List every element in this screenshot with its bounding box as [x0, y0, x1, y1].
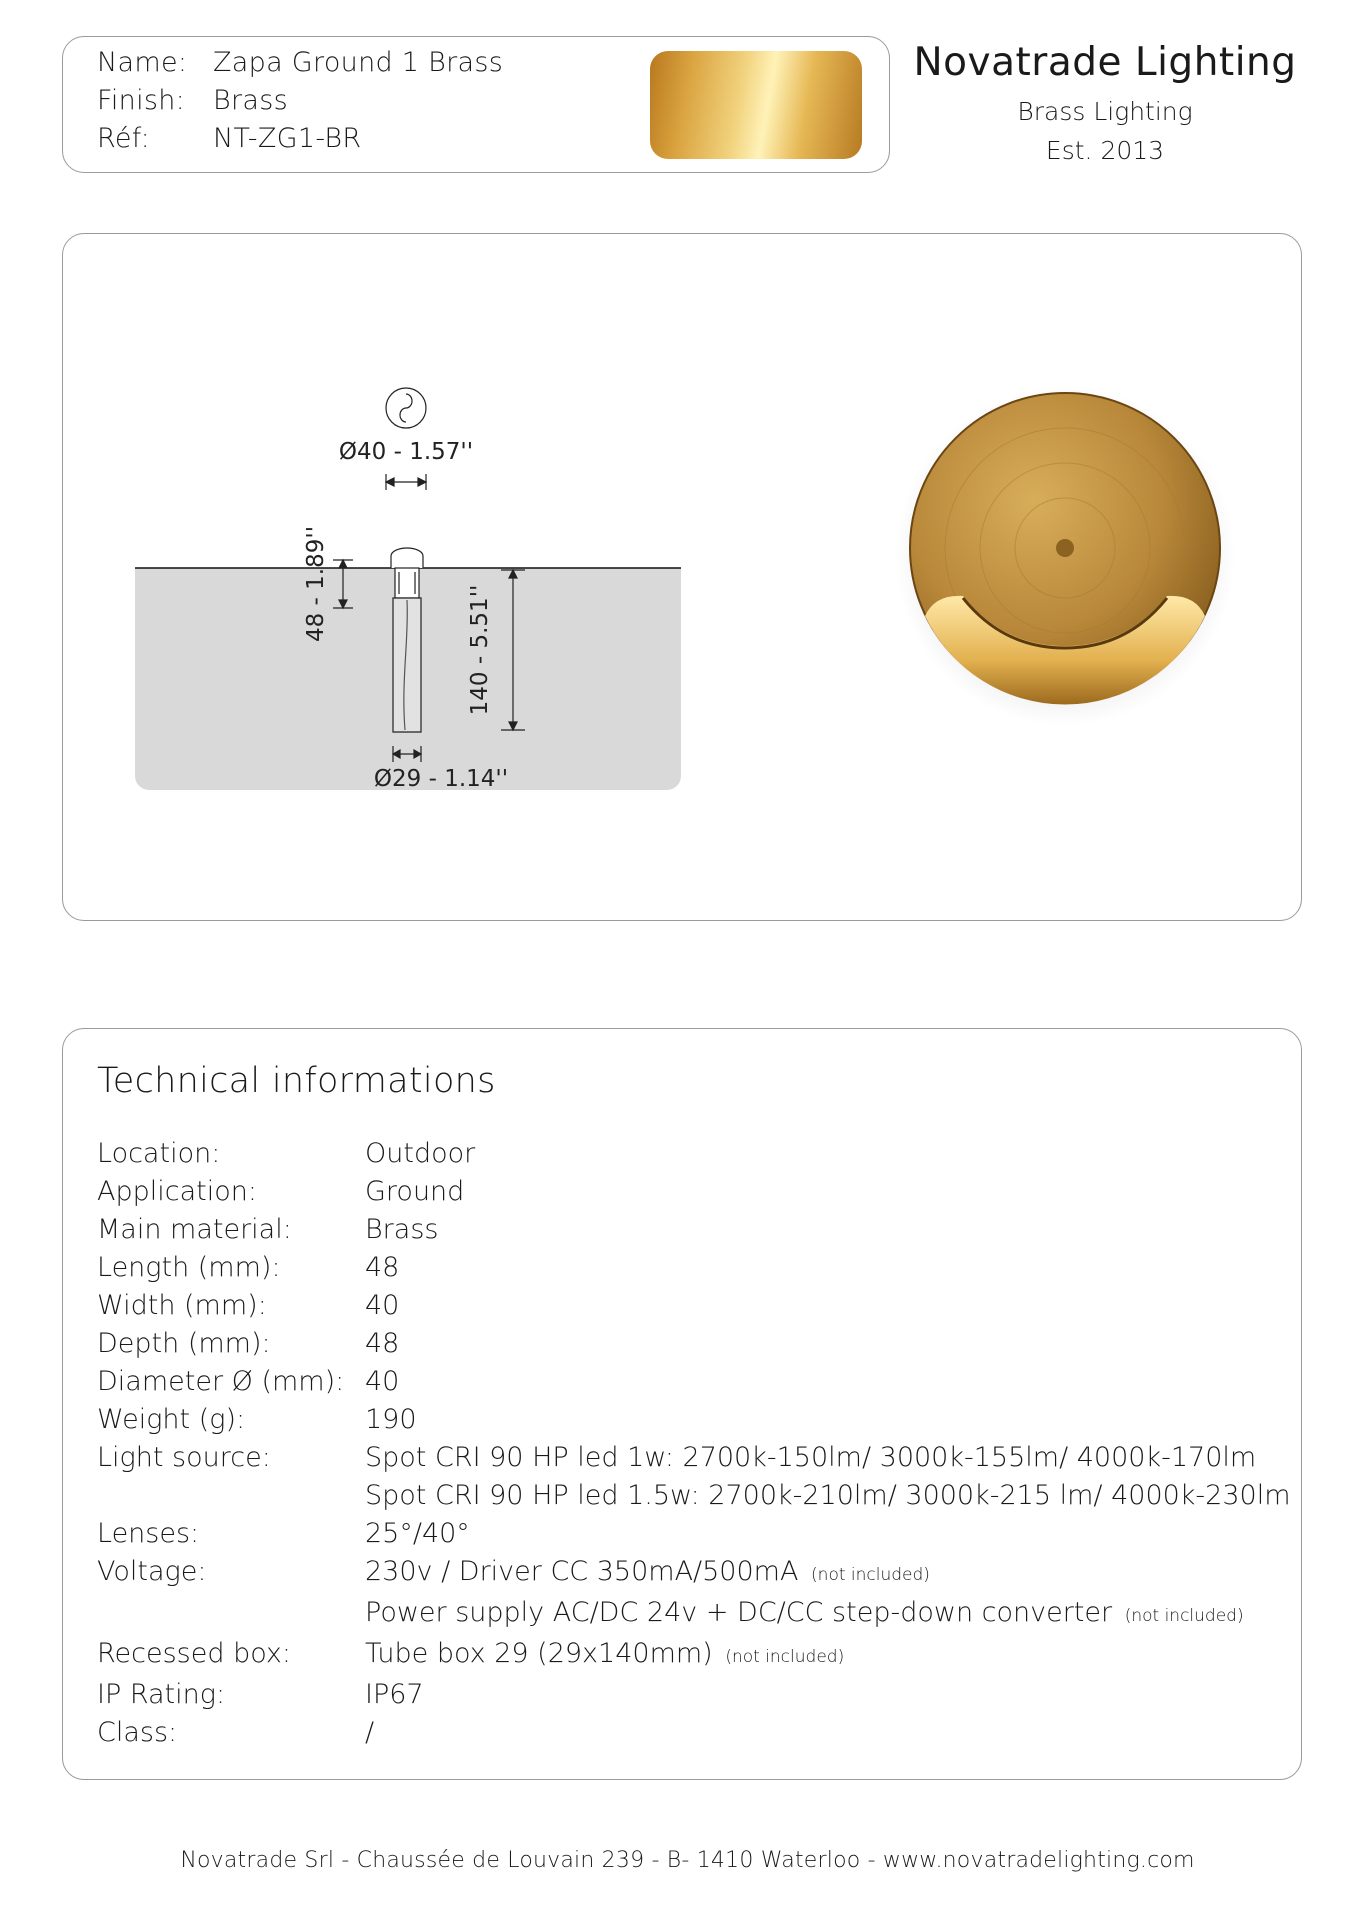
spec-row — [97, 1676, 1291, 1714]
top-diameter-label: Ø40 - 1.57'' — [338, 439, 474, 465]
spec-value: 40 — [365, 1366, 400, 1397]
fixture-profile — [391, 548, 423, 732]
finish-value: Brass — [213, 85, 288, 116]
ref-value: NT-ZG1-BR — [213, 123, 362, 154]
spec-row — [97, 1635, 1291, 1676]
spec-row — [97, 1211, 1291, 1249]
spec-label: Lenses: — [97, 1518, 200, 1549]
spec-row — [97, 1553, 1291, 1594]
top-view-icon — [386, 388, 426, 428]
head-height-label: 48 - 1.89'' — [303, 525, 329, 643]
spec-value: Spot CRI 90 HP led 1w: 2700k-150lm/ 3000k-155lm/ 4000k-170lm — [365, 1442, 1257, 1473]
spec-value: Spot CRI 90 HP led 1.5w: 2700k-210lm/ 3000k-215 lm/ 4000k-230lm — [365, 1480, 1291, 1511]
technical-info-card — [62, 1028, 1302, 1780]
spec-value: 230v / Driver CC 350mA/500mA — [365, 1556, 799, 1587]
spec-label: Application: — [97, 1176, 257, 1207]
spec-value: 190 — [365, 1404, 417, 1435]
spec-label: Voltage: — [97, 1556, 207, 1587]
spec-list — [97, 1135, 1291, 1752]
finish-color-swatch — [650, 51, 862, 159]
spec-label: Depth (mm): — [97, 1328, 271, 1359]
spec-value: 48 — [365, 1328, 400, 1359]
spec-row — [97, 1135, 1291, 1173]
footer-address: Novatrade Srl - Chaussée de Louvain 239 - B- 1410 Waterloo - www.novatradelighting.com — [180, 1848, 1195, 1873]
brand-block — [900, 40, 1310, 165]
total-depth-label: 140 - 5.51'' — [467, 584, 493, 716]
spec-label: Class: — [97, 1717, 178, 1748]
spec-value: Brass — [365, 1214, 439, 1245]
spec-value: Tube box 29 (29x140mm) — [365, 1638, 713, 1669]
ref-row — [97, 123, 361, 154]
brand-established: Est. 2013 — [1045, 136, 1165, 165]
spec-row — [97, 1249, 1291, 1287]
product-header-card — [62, 36, 890, 173]
spec-value: Power supply AC/DC 24v + DC/CC step-down converter — [365, 1597, 1113, 1628]
spec-note: (not included) — [1124, 1606, 1244, 1626]
name-row — [97, 47, 503, 78]
spec-note: (not included) — [725, 1647, 845, 1667]
spec-label: Recessed box: — [97, 1638, 291, 1669]
top-diameter-dimension — [386, 474, 426, 490]
spec-row — [97, 1515, 1291, 1553]
spec-value: 40 — [365, 1290, 400, 1321]
ref-label: Réf: — [97, 123, 150, 154]
spec-label — [97, 1594, 365, 1635]
spec-value: Outdoor — [365, 1138, 476, 1169]
spec-row — [97, 1173, 1291, 1211]
spec-row — [97, 1439, 1291, 1477]
spec-value: 48 — [365, 1252, 400, 1283]
brand-name: Novatrade Lighting — [913, 40, 1297, 85]
spec-label — [97, 1477, 365, 1515]
technical-drawing — [133, 374, 693, 794]
spec-row — [97, 1287, 1291, 1325]
spec-label: Diameter Ø (mm): — [97, 1366, 345, 1397]
finish-row — [97, 85, 288, 116]
spec-label: IP Rating: — [97, 1679, 226, 1710]
spec-value: Ground — [365, 1176, 465, 1207]
spec-note: (not included) — [811, 1565, 930, 1585]
name-value: Zapa Ground 1 Brass — [213, 47, 504, 78]
drawing-card — [62, 233, 1302, 921]
spec-label: Length (mm): — [97, 1252, 281, 1283]
spec-row — [97, 1363, 1291, 1401]
tech-title: Technical informations — [97, 1061, 496, 1101]
name-label: Name: — [97, 47, 188, 78]
spec-row — [97, 1594, 1291, 1635]
spec-row — [97, 1477, 1291, 1515]
spec-row — [97, 1714, 1291, 1752]
spec-value: / — [365, 1717, 375, 1748]
spec-label: Weight (g): — [97, 1404, 246, 1435]
spec-value: 25°/40° — [365, 1518, 470, 1549]
spec-value: IP67 — [365, 1679, 424, 1710]
spec-label: Width (mm): — [97, 1290, 267, 1321]
finish-label: Finish: — [97, 85, 186, 116]
body-diameter-label: Ø29 - 1.14'' — [373, 766, 509, 792]
spec-row — [97, 1401, 1291, 1439]
spec-label: Location: — [97, 1138, 221, 1169]
spec-label: Light source: — [97, 1442, 271, 1473]
brand-subtitle: Brass Lighting — [1017, 97, 1193, 126]
spec-row — [97, 1325, 1291, 1363]
spec-label: Main material: — [97, 1214, 292, 1245]
product-photo — [843, 324, 1283, 784]
